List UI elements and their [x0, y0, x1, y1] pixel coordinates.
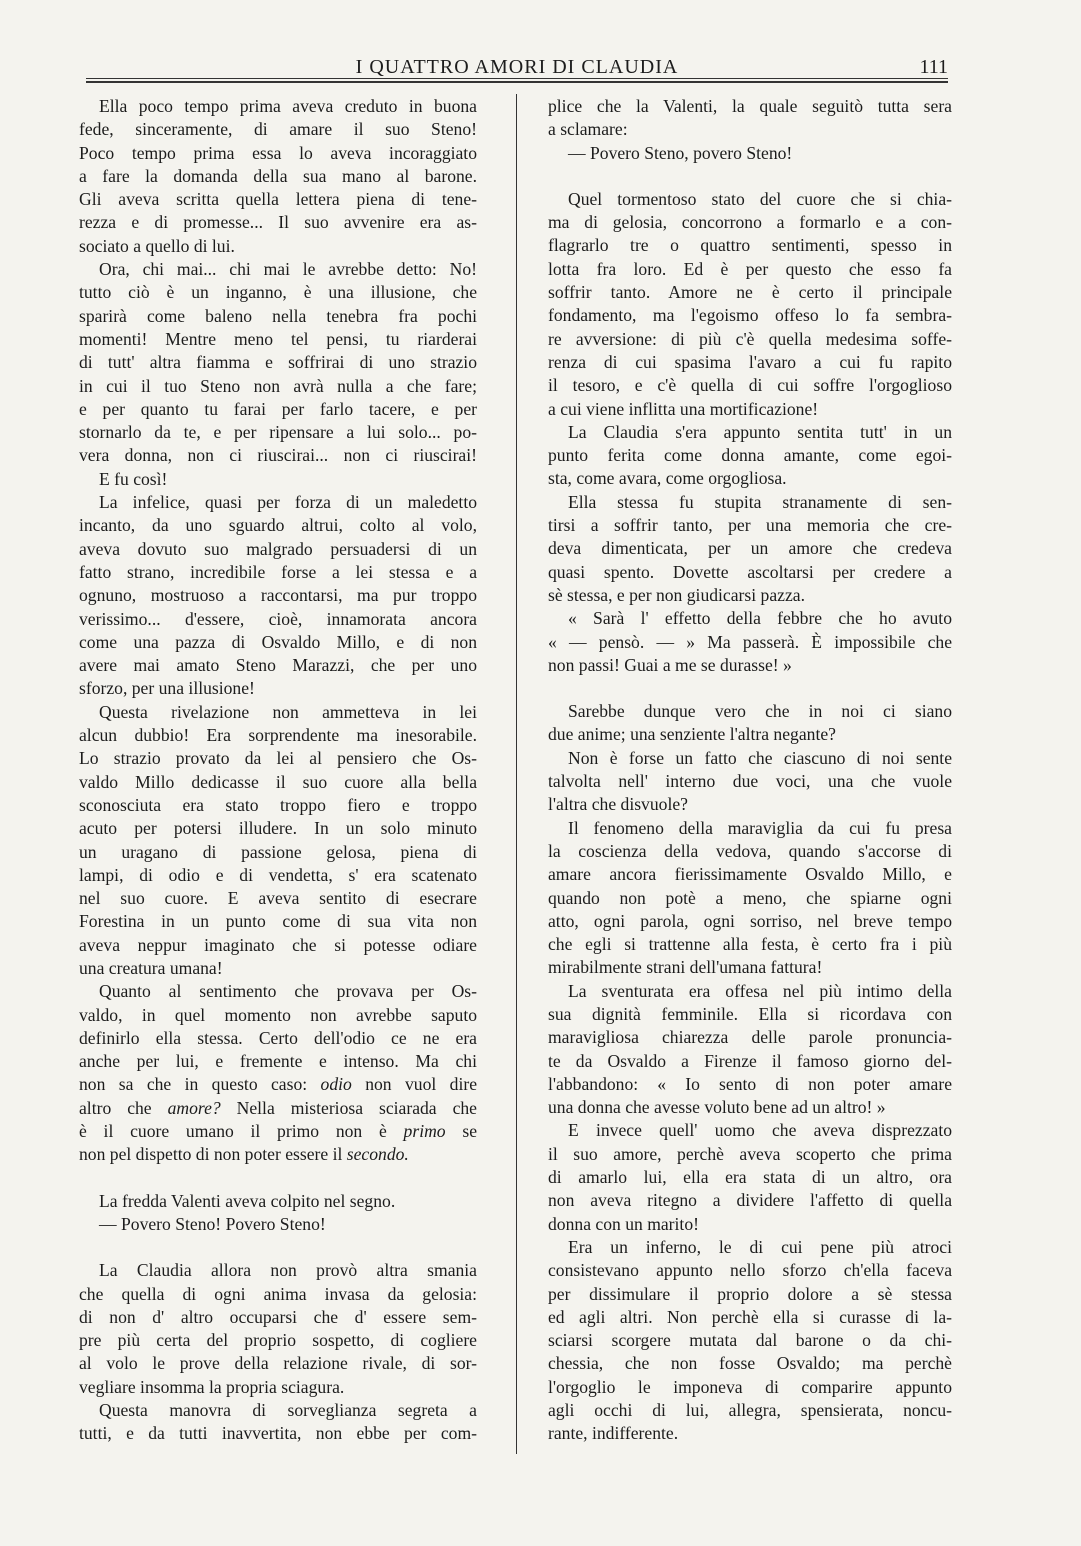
text-line: tirsi a soffrir tanto, per una memoria che cre-: [548, 515, 952, 536]
text-line: nel suo cuore. E aveva sentito di esecrare: [79, 888, 477, 909]
text-line: « — pensò. — » Ma passerà. È impossibile che: [548, 631, 952, 652]
text-line: pre più certa del proprio sospetto, di cogliere: [79, 1330, 477, 1351]
text-line: il tesoro, e c'è quella di cui soffre l'orgoglioso: [548, 375, 952, 396]
text-line: al volo le prove della relazione rivale, di sor-: [79, 1353, 477, 1374]
text-line: sè stessa, e per non giudicarsi pazza.: [548, 584, 805, 605]
text-line: te da Osvaldo a Firenze il famoso giorno del-: [548, 1050, 952, 1071]
text-line: Ella stessa fu stupita stranamente di sen-: [568, 491, 952, 512]
text-line: come una pazza di Osvaldo Millo, e di non: [79, 631, 477, 652]
text-line: verissimo... d'essere, cioè, innamorata ancora: [79, 608, 477, 629]
text-line: Poco tempo prima essa lo aveva incoraggiato: [79, 142, 477, 163]
paragraph-gap: [79, 1236, 477, 1259]
text-line: di non d' altro occuparsi che d' essere sem-: [79, 1306, 477, 1327]
text-line: Lo strazio provato da lei al pensiero che Os-: [79, 748, 477, 769]
text-line: una creatura umana!: [79, 957, 223, 978]
text-line: sparirà come baleno nella tenebra fra pochi: [79, 305, 477, 326]
text-line: che quella di ogni anima invasa da gelosia:: [79, 1283, 477, 1304]
text-line: E invece quell' uomo che aveva disprezzato: [568, 1120, 952, 1141]
text-line: Questa rivelazione non ammetteva in lei: [99, 701, 477, 722]
text-line: maravigliosa chiarezza delle parole pronuncia-: [548, 1027, 952, 1048]
paragraph-gap: [79, 1167, 477, 1190]
text-line: incanto, da uno sguardo altrui, colto al volo,: [79, 515, 477, 536]
left-text-column: [79, 95, 477, 1446]
text-line: quando non potè a meno, che spiarne ogni: [548, 887, 952, 908]
text-line: talvolta nell' interno due voci, una che vuole: [548, 771, 952, 792]
text-line: lotta fra loro. Ed è per questo che esso fa: [548, 258, 952, 279]
text-line: E fu così!: [99, 468, 168, 489]
text-line: rezza e di promesse... Il suo avvenire era as-: [79, 212, 477, 233]
text-line: a sclamare:: [548, 119, 628, 140]
text-line: consistevano appunto nello sforzo ch'ella faceva: [548, 1260, 952, 1281]
text-line: atto, ogni parola, ogni sorriso, nel breve tempo: [548, 910, 952, 931]
text-line: Ella poco tempo prima aveva creduto in buona: [99, 96, 477, 116]
text-line: punto ferita come donna amante, come egoi-: [548, 445, 952, 466]
text-line: sua dignità femminile. Ella si ricordava con: [548, 1003, 952, 1024]
text-line: ed agli altri. Non perchè ella si curasse di la-: [548, 1306, 952, 1327]
text-line: ognuno, mostruoso a raccontarsi, ma pur troppo: [79, 585, 477, 606]
text-line: fede, sinceramente, di amare il suo Steno!: [79, 119, 477, 140]
header-rule-double: [86, 81, 948, 83]
text-line: re avversione: di più c'è quella medesima soffe-: [548, 328, 952, 349]
text-line: Ora, chi mai... chi mai le avrebbe detto: No!: [99, 259, 477, 280]
text-line: mirabilmente strani dell'umana fattura!: [548, 957, 823, 978]
text-line: anche per lui, e fremente e intenso. Ma chi: [79, 1051, 477, 1072]
text-line: l'abbandono: « Io sento di non poter amare: [548, 1073, 952, 1094]
text-line: valdo Millo dedicasse il suo cuore alla bella: [79, 771, 477, 792]
right-text-column: [548, 95, 952, 1446]
text-line: sconosciuta era stato troppo fiero e troppo: [79, 794, 477, 815]
text-line: e per quanto tu farai per farlo tacere, e per: [79, 398, 477, 419]
text-line: Forestina in un punto come di sua vita non: [79, 911, 477, 932]
text-line: sciarsi scorgere mutata dal barone o da chi-: [548, 1330, 952, 1351]
text-line: donna con un marito!: [548, 1213, 699, 1234]
text-line: — Povero Steno, povero Steno!: [568, 142, 793, 163]
text-line: agli occhi di lui, allegra, spensierata, noncu-: [548, 1400, 952, 1421]
text-line: tutti, e da tutti inavvertita, non ebbe per com-: [79, 1423, 477, 1444]
text-line: momenti! Mentre meno tel pensi, tu riarderai: [79, 328, 477, 349]
text-line: fondamento, ma l'egoismo offeso lo fa sembra-: [548, 305, 952, 326]
text-line: sforzo, per una illusione!: [79, 678, 255, 699]
text-line: amare ancora fierissimamente Osvaldo Millo, e: [548, 864, 952, 885]
text-line: renza di cui spasima l'avaro a cui fu rapito: [548, 351, 952, 372]
text-line: La sventurata era offesa nel più intimo della: [568, 980, 952, 1001]
text-line: due anime; una senziente l'altra negante?: [548, 724, 836, 745]
text-line: vera donna, non ci riuscirai... non ci riuscirai!: [79, 445, 477, 466]
text-line: non passi! Guai a me se durasse! »: [548, 654, 792, 675]
text-line: La infelice, quasi per forza di un maledetto: [99, 492, 477, 513]
text-line: è il cuore umano il primo non è primo se: [79, 1121, 477, 1142]
text-line: rante, indifferente.: [548, 1423, 679, 1444]
text-line: Gli aveva scritta quella lettera piena di tene-: [79, 189, 477, 210]
text-line: La fredda Valenti aveva colpito nel segno.: [99, 1190, 396, 1211]
text-line: definirlo ella stessa. Certo dell'odio ce ne era: [79, 1027, 477, 1048]
text-line: stornarlo da te, e per ripensare a lui solo... po-: [79, 422, 477, 443]
text-line: che egli si trattenne alla festa, è certo fra i più: [548, 934, 952, 955]
text-line: aveva neppur imaginato che si potesse odiare: [79, 934, 477, 955]
text-line: quasi spento. Dovette ascoltarsi per credere a: [548, 561, 952, 582]
text-line: lampi, di odio e di vendetta, s' era scatenato: [79, 864, 477, 885]
text-line: un uragano di passione gelosa, piena di: [79, 841, 477, 862]
text-line: per dissimulare il proprio dolore a sè stessa: [548, 1283, 952, 1304]
text-line: il suo amore, perchè aveva scoperto che prima: [548, 1143, 952, 1164]
text-line: non sa che in questo caso: odio non vuol dire: [79, 1074, 478, 1095]
text-line: tutto ciò è un inganno, è una illusione, che: [79, 282, 477, 303]
text-line: altro che amore? Nella misteriosa sciarada che: [79, 1097, 477, 1118]
column-divider: [516, 94, 517, 1454]
text-line: una donna che avesse voluto bene ad un altro! »: [548, 1097, 886, 1118]
text-line: in cui il tuo Steno non avrà nulla a che fare;: [79, 375, 477, 396]
text-line: « Sarà l' effetto della febbre che ho avuto: [568, 608, 952, 629]
text-line: non aveva ritegno a dividere l'affetto di quella: [548, 1190, 952, 1211]
text-line: flagrarlo tre o quattro sentimenti, spesso in: [548, 235, 952, 256]
text-line: valdo, in quel momento non avrebbe saputo: [79, 1004, 477, 1025]
header-rule: [86, 78, 948, 79]
text-line: sociato a quello di lui.: [79, 235, 235, 256]
text-line: Quanto al sentimento che provava per Os-: [99, 981, 477, 1002]
text-line: di amarlo lui, ella era stata di un altro, ora: [548, 1167, 952, 1188]
text-line: Il fenomeno della maraviglia da cui fu presa: [568, 817, 952, 838]
text-line: a fare la domanda della sua mano al barone.: [79, 165, 477, 186]
text-line: Quel tormentoso stato del cuore che si chia-: [568, 188, 952, 209]
text-line: La Claudia s'era appunto sentita tutt' in un: [568, 421, 952, 442]
text-line: plice che la Valenti, la quale seguitò tutta sera: [548, 96, 952, 116]
paragraph-gap: [548, 165, 952, 188]
text-line: acuto per potersi illudere. In un solo minuto: [79, 818, 477, 839]
text-line: sta, come avara, come orgogliosa.: [548, 468, 787, 489]
text-line: avere mai amato Steno Marazzi, che per uno: [79, 655, 477, 676]
text-line: Questa manovra di sorveglianza segreta a: [99, 1400, 477, 1421]
text-line: non pel dispetto di non poter essere il secondo.: [79, 1144, 409, 1165]
text-line: a cui viene inflitta una mortificazione!: [548, 398, 819, 419]
text-line: deva dimenticata, per un amore che credeva: [548, 538, 952, 559]
text-line: aveva dovuto suo malgrado persuadersi di un: [79, 538, 477, 559]
page-number: 111: [919, 56, 948, 78]
text-line: alcun dubbio! Era sorprendente ma inesorabile.: [79, 725, 477, 746]
text-line: vegliare insomma la propria sciagura.: [79, 1376, 345, 1397]
text-line: l'altra che disvuole?: [548, 794, 688, 815]
text-line: soffrir tanto. Amore ne è certo il principale: [548, 282, 952, 303]
text-line: Non è forse un fatto che ciascuno di noi sente: [568, 747, 952, 768]
text-line: La Claudia allora non provò altra smania: [99, 1260, 477, 1281]
text-line: di tutt' altra fiamma e soffrirai di uno strazio: [79, 352, 477, 373]
text-line: l'orgoglio le imponeva di comparire appunto: [548, 1376, 952, 1397]
running-title: I QUATTRO AMORI DI CLAUDIA: [355, 56, 679, 78]
text-line: Sarebbe dunque vero che in noi ci siano: [568, 701, 952, 722]
text-line: ma di gelosia, concorrono a formarlo e a con-: [548, 212, 952, 233]
text-line: Era un inferno, le di cui pene più atroci: [568, 1236, 952, 1257]
text-line: la coscienza della vedova, quando s'accorse di: [548, 840, 952, 861]
text-line: fatto strano, incredibile forse a lei stessa e a: [79, 561, 477, 582]
paragraph-gap: [548, 677, 952, 700]
text-line: chessia, che non fosse Osvaldo; ma perchè: [548, 1353, 952, 1374]
text-line: — Povero Steno! Povero Steno!: [99, 1213, 326, 1234]
